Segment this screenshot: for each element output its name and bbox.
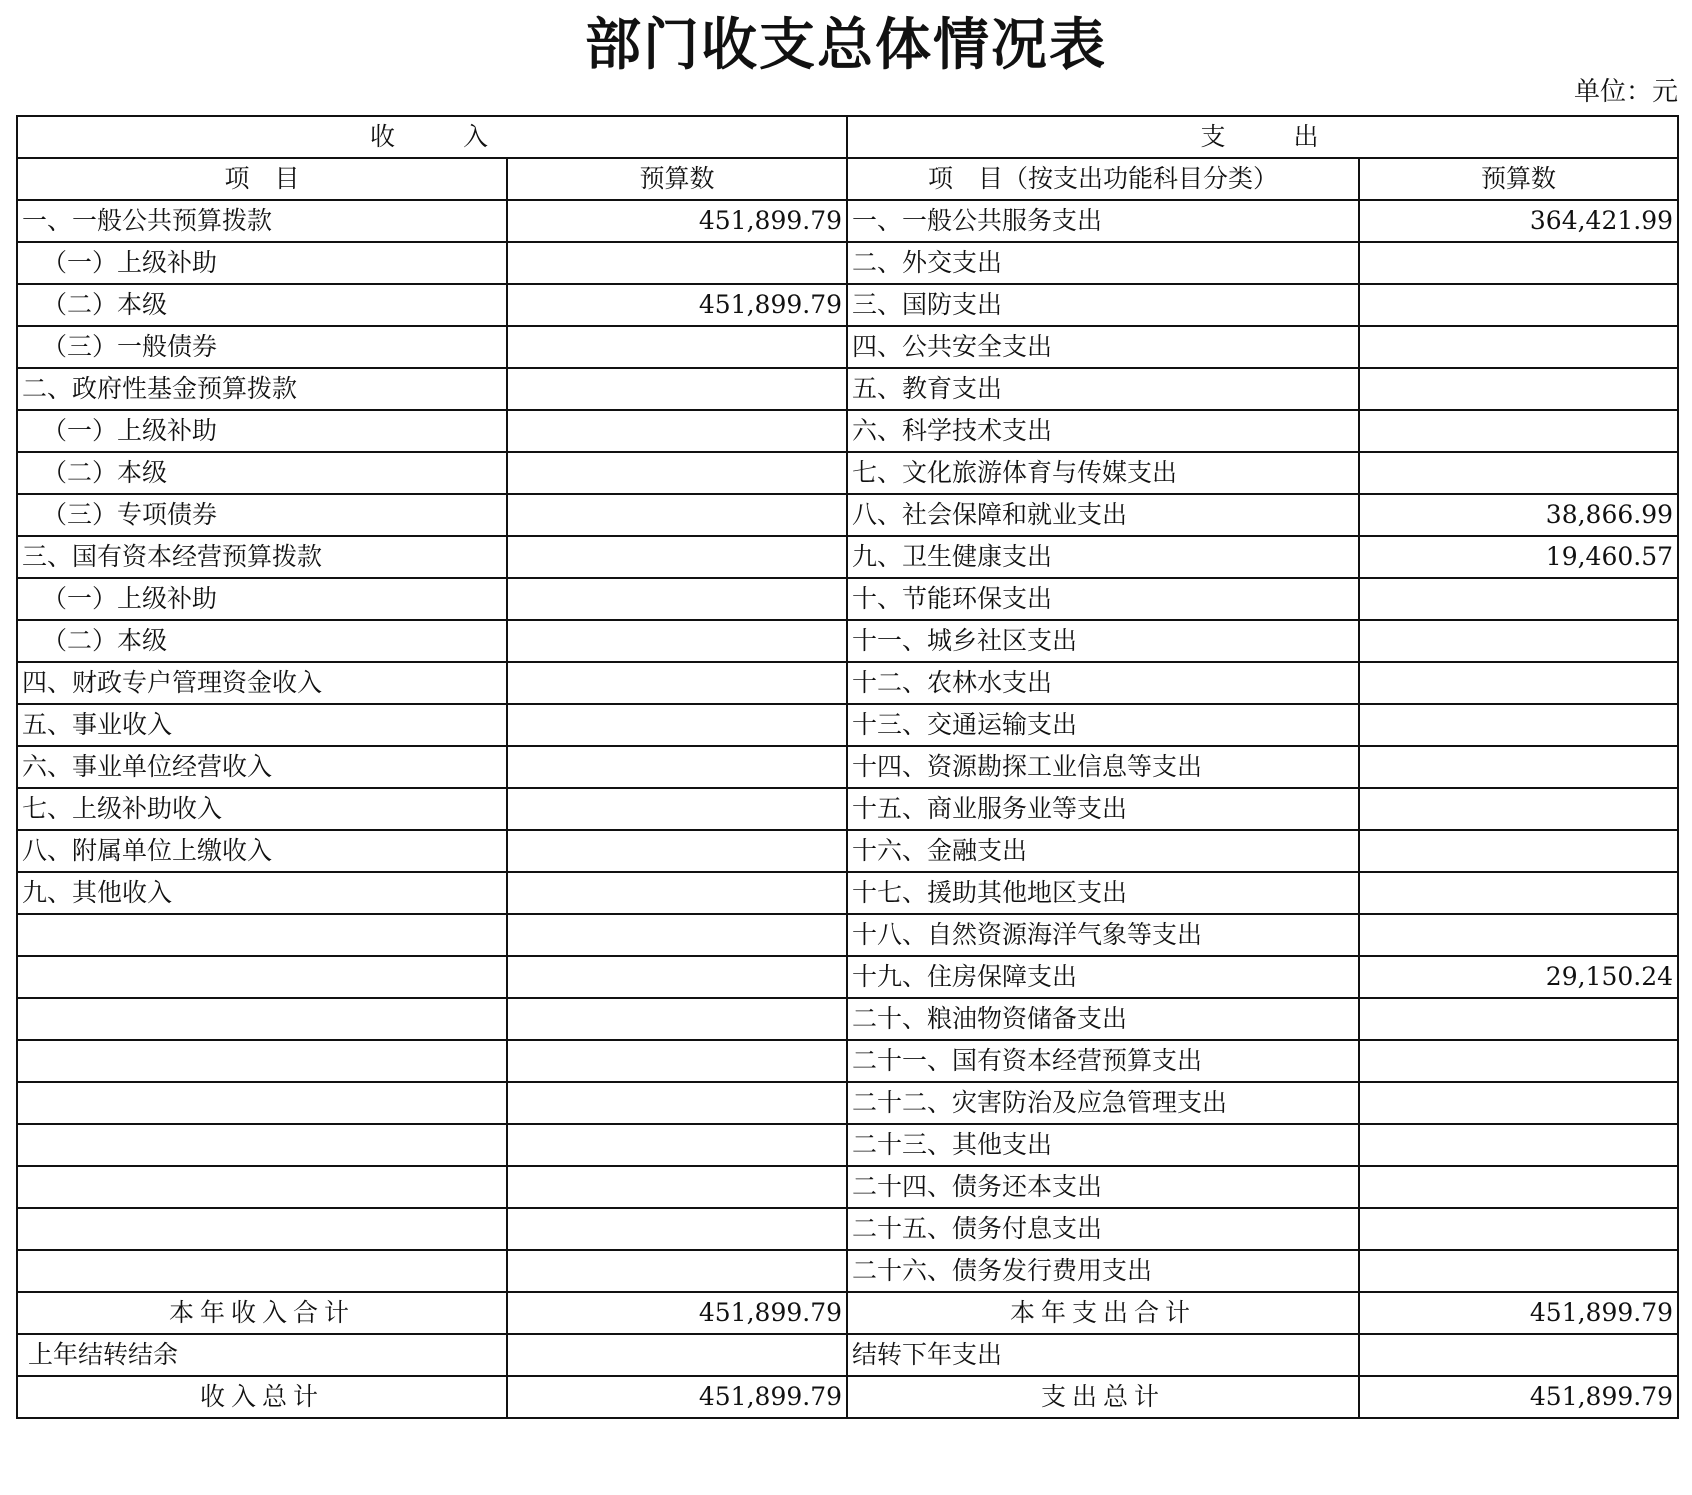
table-row	[17, 578, 1678, 620]
header-row-columns	[17, 158, 1678, 200]
income-item-cell	[17, 998, 507, 1040]
expense-value-cell	[1359, 914, 1678, 956]
expense-item-cell: 十四、资源勘探工业信息等支出	[847, 746, 1359, 788]
expense-item-cell: 二十三、其他支出	[847, 1124, 1359, 1166]
income-value-cell	[507, 494, 847, 536]
table-row	[17, 914, 1678, 956]
income-item-cell: 九、其他收入	[17, 872, 507, 914]
expense-item-cell: 十一、城乡社区支出	[847, 620, 1359, 662]
expense-item-cell: 二十、粮油物资储备支出	[847, 998, 1359, 1040]
income-value-cell	[507, 578, 847, 620]
income-item-cell: （三）专项债券	[17, 494, 507, 536]
income-item-header: 项 目	[17, 158, 507, 200]
totals-body	[17, 1292, 1678, 1418]
grand-expense-label: 支出总计	[847, 1376, 1359, 1418]
income-item-cell	[17, 1250, 507, 1292]
income-value-cell: 451,899.79	[507, 200, 847, 242]
expense-value-cell	[1359, 1124, 1678, 1166]
expense-value-cell: 29,150.24	[1359, 956, 1678, 998]
expense-value-cell	[1359, 788, 1678, 830]
table-row	[17, 494, 1678, 536]
expense-item-cell: 二、外交支出	[847, 242, 1359, 284]
expense-item-cell: 二十二、灾害防治及应急管理支出	[847, 1082, 1359, 1124]
income-value-cell	[507, 914, 847, 956]
expense-item-cell: 五、教育支出	[847, 368, 1359, 410]
income-value-cell	[507, 1082, 847, 1124]
expense-value-cell	[1359, 368, 1678, 410]
carryover-in-value	[507, 1334, 847, 1376]
income-value-cell	[507, 1040, 847, 1082]
expense-item-cell: 一、一般公共服务支出	[847, 200, 1359, 242]
income-value-cell	[507, 242, 847, 284]
expense-value-cell	[1359, 1082, 1678, 1124]
expense-value-cell	[1359, 1040, 1678, 1082]
table-row	[17, 1040, 1678, 1082]
table-row	[17, 1250, 1678, 1292]
grand-expense-value: 451,899.79	[1359, 1376, 1678, 1418]
expense-value-cell	[1359, 998, 1678, 1040]
income-budget-header: 预算数	[507, 158, 847, 200]
income-value-cell	[507, 536, 847, 578]
header-row-sections	[17, 116, 1678, 158]
income-item-cell: 一、一般公共预算拨款	[17, 200, 507, 242]
expense-item-cell: 十九、住房保障支出	[847, 956, 1359, 998]
grand-income-label: 收入总计	[17, 1376, 507, 1418]
expense-item-cell: 十二、农林水支出	[847, 662, 1359, 704]
income-item-cell: 六、事业单位经营收入	[17, 746, 507, 788]
table-row	[17, 704, 1678, 746]
table-row	[17, 1166, 1678, 1208]
expense-item-cell: 二十六、债务发行费用支出	[847, 1250, 1359, 1292]
income-value-cell	[507, 956, 847, 998]
expense-item-cell: 二十一、国有资本经营预算支出	[847, 1040, 1359, 1082]
table-row	[17, 830, 1678, 872]
table-body	[17, 116, 1678, 1292]
table-row	[17, 368, 1678, 410]
expense-budget-header: 预算数	[1359, 158, 1678, 200]
income-item-cell: 四、财政专户管理资金收入	[17, 662, 507, 704]
expense-value-cell	[1359, 326, 1678, 368]
table-row	[17, 536, 1678, 578]
expense-value-cell	[1359, 746, 1678, 788]
income-value-cell	[507, 1250, 847, 1292]
carryover-out-value	[1359, 1334, 1678, 1376]
income-item-cell: （二）本级	[17, 452, 507, 494]
expense-total-value: 451,899.79	[1359, 1292, 1678, 1334]
expense-value-cell	[1359, 704, 1678, 746]
expense-value-cell	[1359, 578, 1678, 620]
carryover-in-label: 上年结转结余	[17, 1334, 507, 1376]
expense-value-cell	[1359, 452, 1678, 494]
income-item-cell	[17, 1040, 507, 1082]
table-row	[17, 746, 1678, 788]
income-item-cell: 七、上级补助收入	[17, 788, 507, 830]
expense-value-cell	[1359, 620, 1678, 662]
page-title: 部门收支总体情况表	[585, 12, 1107, 78]
income-value-cell	[507, 326, 847, 368]
income-item-cell: 三、国有资本经营预算拨款	[17, 536, 507, 578]
grand-total-row	[17, 1376, 1678, 1418]
carryover-row	[17, 1334, 1678, 1376]
table-row	[17, 1124, 1678, 1166]
expense-value-cell	[1359, 1166, 1678, 1208]
income-item-cell: （二）本级	[17, 284, 507, 326]
income-item-cell: （一）上级补助	[17, 410, 507, 452]
income-item-cell	[17, 1208, 507, 1250]
table-row	[17, 242, 1678, 284]
income-value-cell	[507, 746, 847, 788]
annual-total-row	[17, 1292, 1678, 1334]
expense-value-cell	[1359, 830, 1678, 872]
expense-value-cell: 38,866.99	[1359, 494, 1678, 536]
income-item-cell: 五、事业收入	[17, 704, 507, 746]
income-value-cell	[507, 662, 847, 704]
table-row	[17, 620, 1678, 662]
table-row	[17, 998, 1678, 1040]
income-value-cell	[507, 1124, 847, 1166]
expense-total-label: 本年支出合计	[847, 1292, 1359, 1334]
table-row	[17, 788, 1678, 830]
table-row	[17, 284, 1678, 326]
table-row	[17, 1208, 1678, 1250]
income-value-cell	[507, 1166, 847, 1208]
expense-item-cell: 十六、金融支出	[847, 830, 1359, 872]
income-section-header: 收 入	[17, 116, 847, 158]
table-row	[17, 200, 1678, 242]
table-row	[17, 452, 1678, 494]
expense-value-cell	[1359, 284, 1678, 326]
income-item-cell: 二、政府性基金预算拨款	[17, 368, 507, 410]
income-item-cell	[17, 956, 507, 998]
income-item-cell: （一）上级补助	[17, 242, 507, 284]
expense-value-cell	[1359, 1208, 1678, 1250]
income-value-cell: 451,899.79	[507, 284, 847, 326]
income-item-cell: 八、附属单位上缴收入	[17, 830, 507, 872]
expense-item-cell: 二十四、债务还本支出	[847, 1166, 1359, 1208]
grand-income-value: 451,899.79	[507, 1376, 847, 1418]
income-total-value: 451,899.79	[507, 1292, 847, 1334]
expense-item-cell: 十五、商业服务业等支出	[847, 788, 1359, 830]
table-row	[17, 872, 1678, 914]
table-row	[17, 1082, 1678, 1124]
income-item-cell	[17, 1124, 507, 1166]
income-item-cell: （一）上级补助	[17, 578, 507, 620]
income-item-cell	[17, 1166, 507, 1208]
income-value-cell	[507, 704, 847, 746]
expense-item-cell: 十、节能环保支出	[847, 578, 1359, 620]
expense-value-cell	[1359, 410, 1678, 452]
table-row	[17, 326, 1678, 368]
expense-value-cell: 364,421.99	[1359, 200, 1678, 242]
income-item-cell: （二）本级	[17, 620, 507, 662]
expense-item-cell: 十八、自然资源海洋气象等支出	[847, 914, 1359, 956]
expense-item-cell: 四、公共安全支出	[847, 326, 1359, 368]
expense-item-cell: 六、科学技术支出	[847, 410, 1359, 452]
expense-item-header: 项 目（按支出功能科目分类）	[847, 158, 1359, 200]
income-value-cell	[507, 872, 847, 914]
expense-value-cell	[1359, 872, 1678, 914]
table-row	[17, 662, 1678, 704]
income-total-label: 本年收入合计	[17, 1292, 507, 1334]
income-value-cell	[507, 830, 847, 872]
table-row	[17, 956, 1678, 998]
expense-item-cell: 八、社会保障和就业支出	[847, 494, 1359, 536]
expense-section-header: 支 出	[847, 116, 1678, 158]
income-value-cell	[507, 788, 847, 830]
income-item-cell	[17, 1082, 507, 1124]
expense-item-cell: 十七、援助其他地区支出	[847, 872, 1359, 914]
expense-item-cell: 三、国防支出	[847, 284, 1359, 326]
expense-item-cell: 十三、交通运输支出	[847, 704, 1359, 746]
income-value-cell	[507, 410, 847, 452]
expense-value-cell	[1359, 662, 1678, 704]
carryover-out-label: 结转下年支出	[847, 1334, 1359, 1376]
income-value-cell	[507, 1208, 847, 1250]
expense-value-cell	[1359, 1250, 1678, 1292]
expense-item-cell: 七、文化旅游体育与传媒支出	[847, 452, 1359, 494]
expense-value-cell	[1359, 242, 1678, 284]
expense-item-cell: 九、卫生健康支出	[847, 536, 1359, 578]
income-value-cell	[507, 452, 847, 494]
income-value-cell	[507, 368, 847, 410]
expense-value-cell: 19,460.57	[1359, 536, 1678, 578]
unit-label: 单位：元	[1573, 77, 1678, 107]
income-item-cell: （三）一般债券	[17, 326, 507, 368]
table-row	[17, 410, 1678, 452]
income-value-cell	[507, 998, 847, 1040]
budget-table	[16, 115, 1679, 1419]
expense-item-cell: 二十五、债务付息支出	[847, 1208, 1359, 1250]
income-item-cell	[17, 914, 507, 956]
income-value-cell	[507, 620, 847, 662]
